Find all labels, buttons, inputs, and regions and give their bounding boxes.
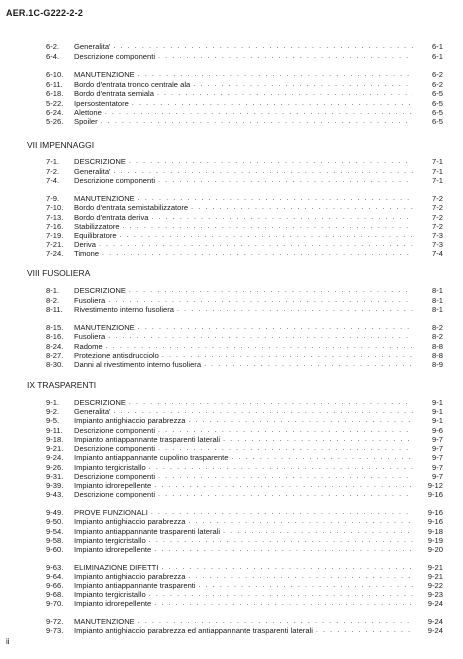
entry-body	[74, 527, 413, 536]
entry-number: 7-24.	[46, 249, 64, 258]
entry-page: 9-18	[427, 527, 443, 536]
entry-body	[74, 231, 413, 240]
entry-title: Impianto antiappannante cupolino trasparente	[74, 453, 229, 462]
entry-title: MANUTENZIONE	[74, 70, 135, 79]
entry-number: 9-50.	[46, 517, 64, 526]
entry-body	[74, 240, 413, 249]
entry-page: 9-1	[432, 416, 443, 425]
entry-body	[74, 463, 413, 472]
entry-title: Deriva	[74, 240, 96, 249]
entry-number: 9-24.	[46, 453, 64, 462]
entry-body	[74, 590, 413, 599]
entry-body	[74, 167, 413, 176]
entry-body	[74, 80, 413, 89]
dot-leader	[102, 249, 413, 258]
entry-body	[74, 203, 413, 212]
dot-leader	[223, 435, 413, 444]
entry-title: Generalita'	[74, 167, 111, 176]
toc-entry	[0, 231, 463, 240]
entry-body	[74, 176, 413, 185]
entry-body	[74, 89, 413, 98]
entry-page: 7-4	[432, 249, 443, 258]
entry-page: 8-1	[432, 305, 443, 314]
dot-leader	[316, 626, 413, 635]
dot-leader	[191, 203, 413, 212]
dot-leader	[232, 453, 413, 462]
entry-title: Bordo d'entrata tronco centrale ala	[74, 80, 191, 89]
entry-body	[74, 99, 413, 108]
entry-page: 7-3	[432, 231, 443, 240]
chapter-heading: VII IMPENNAGGI	[27, 140, 95, 150]
entry-page: 7-3	[432, 240, 443, 249]
entry-title: Descrizione componenti	[74, 472, 156, 481]
entry-page: 8-8	[432, 351, 443, 360]
entry-page: 8-9	[432, 360, 443, 369]
entry-body	[74, 323, 413, 332]
dot-leader	[129, 398, 413, 407]
entry-page: 9-21	[427, 563, 443, 572]
entry-page: 8-2	[432, 323, 443, 332]
toc-entry	[0, 453, 463, 462]
entry-body	[74, 108, 413, 117]
entry-title: Impianto antighiaccio parabrezza	[74, 416, 186, 425]
entry-title: Impianto idrorepellente	[74, 545, 152, 554]
entry-page: 9-23	[427, 590, 443, 599]
entry-page: 8-1	[432, 286, 443, 295]
toc-entry	[0, 463, 463, 472]
dot-leader	[149, 536, 413, 545]
toc-entry	[0, 617, 463, 626]
entry-page: 9-24	[427, 599, 443, 608]
entry-number: 9-1.	[46, 398, 60, 407]
entry-body	[74, 481, 413, 490]
toc-entry	[0, 398, 463, 407]
toc-entry	[0, 444, 463, 453]
entry-number: 9-60.	[46, 545, 64, 554]
dot-leader	[123, 222, 413, 231]
entry-page: 9-7	[432, 435, 443, 444]
entry-page: 9-22	[427, 581, 443, 590]
entry-number: 7-4.	[46, 176, 60, 185]
entry-title: DESCRIZIONE	[74, 398, 126, 407]
toc-entry	[0, 342, 463, 351]
toc-entry	[0, 626, 463, 635]
toc-entry	[0, 416, 463, 425]
entry-number: 7-21.	[46, 240, 64, 249]
entry-title: Impianto tergicristallo	[74, 463, 146, 472]
entry-number: 7-19.	[46, 231, 64, 240]
entry-page: 7-2	[432, 194, 443, 203]
entry-body	[74, 213, 413, 222]
entry-title: Impianto idrorepellente	[74, 599, 152, 608]
dot-leader	[223, 527, 413, 536]
entry-title: Timone	[74, 249, 100, 258]
entry-title: DESCRIZIONE	[74, 286, 126, 295]
entry-body	[74, 52, 413, 61]
dot-leader	[158, 444, 413, 453]
dot-leader	[158, 426, 413, 435]
toc-entry	[0, 222, 463, 231]
entry-number: 8-11.	[46, 305, 63, 314]
entry-number: 9-72.	[46, 617, 64, 626]
entry-body	[74, 194, 413, 203]
entry-page: 9-1	[432, 398, 443, 407]
entry-number: 8-16.	[46, 332, 64, 341]
toc-entry	[0, 323, 463, 332]
dot-leader	[129, 286, 413, 295]
entry-number: 8-1.	[46, 286, 60, 295]
toc-entry	[0, 563, 463, 572]
dot-leader	[108, 332, 413, 341]
toc-entry	[0, 52, 463, 61]
dot-leader	[99, 240, 413, 249]
chapter-heading: IX TRASPARENTI	[27, 380, 97, 390]
entry-number: 9-68.	[46, 590, 64, 599]
entry-body	[74, 117, 413, 126]
toc-entry	[0, 545, 463, 554]
entry-number: 9-18.	[46, 435, 64, 444]
entry-number: 7-9.	[46, 194, 60, 203]
dot-leader	[108, 296, 413, 305]
toc-entry	[0, 490, 463, 499]
entry-number: 9-73.	[46, 626, 64, 635]
entry-title: Generalita'	[74, 407, 111, 416]
entry-number: 8-15.	[46, 323, 64, 332]
dot-leader	[199, 581, 413, 590]
entry-body	[74, 581, 413, 590]
entry-title: Bordo d'entrata semistabilizzatore	[74, 203, 189, 212]
document-code: AER.1C-G222-2-2	[6, 8, 84, 18]
entry-number: 7-16.	[46, 222, 64, 231]
toc-entry	[0, 213, 463, 222]
dot-leader	[149, 590, 413, 599]
toc-entry	[0, 407, 463, 416]
entry-title: Descrizione componenti	[74, 490, 156, 499]
entry-page: 6-1	[432, 52, 443, 61]
toc-entry	[0, 157, 463, 166]
toc-entry	[0, 426, 463, 435]
dot-leader	[154, 599, 413, 608]
entry-page: 9-7	[432, 453, 443, 462]
entry-page: 6-2	[432, 70, 443, 79]
entry-number: 7-10.	[46, 203, 64, 212]
entry-page: 7-1	[432, 167, 443, 176]
entry-number: 8-24.	[46, 342, 64, 351]
entry-number: 9-64.	[46, 572, 64, 581]
entry-title: PROVE FUNZIONALI	[74, 508, 148, 517]
dot-leader	[158, 472, 413, 481]
entry-title: Protezione antisdrucciolo	[74, 351, 159, 360]
dot-leader	[129, 157, 413, 166]
entry-number: 9-11.	[46, 426, 63, 435]
entry-page: 7-2	[432, 222, 443, 231]
entry-number: 8-2.	[46, 296, 60, 305]
entry-title: Impianto tergicristallo	[74, 536, 146, 545]
toc-entry	[0, 305, 463, 314]
entry-number: 5-22.	[46, 99, 64, 108]
entry-number: 9-63.	[46, 563, 64, 572]
entry-number: 9-21.	[46, 444, 64, 453]
toc-entry	[0, 435, 463, 444]
dot-leader	[162, 351, 413, 360]
entry-body	[74, 296, 413, 305]
dot-leader	[138, 70, 413, 79]
entry-page: 9-19	[427, 536, 443, 545]
toc-entry	[0, 89, 463, 98]
toc-entry	[0, 536, 463, 545]
dot-leader	[154, 545, 413, 554]
entry-number: 6-2.	[46, 42, 60, 51]
toc-entry	[0, 581, 463, 590]
dot-leader	[114, 167, 414, 176]
entry-body	[74, 599, 413, 608]
entry-title: Bordo d'entrata deriva	[74, 213, 149, 222]
entry-number: 8-27.	[46, 351, 64, 360]
entry-page: 6-5	[432, 89, 443, 98]
entry-title: ELIMINAZIONE DIFETTI	[74, 563, 159, 572]
entry-body	[74, 563, 413, 572]
entry-number: 9-2.	[46, 407, 60, 416]
entry-title: Impianto antighiaccio parabrezza ed antiappannante trasparenti laterali	[74, 626, 313, 635]
toc-entry	[0, 117, 463, 126]
dot-leader	[151, 508, 413, 517]
entry-body	[74, 617, 413, 626]
entry-title: Bordo d'entrata semiala	[74, 89, 154, 98]
entry-page: 9-16	[427, 508, 443, 517]
dot-leader	[157, 89, 413, 98]
entry-page: 6-1	[432, 42, 443, 51]
toc-entry	[0, 240, 463, 249]
entry-title: Equilibratore	[74, 231, 117, 240]
entry-number: 9-26.	[46, 463, 64, 472]
entry-body	[74, 332, 413, 341]
chapter-heading: VIII FUSOLIERA	[27, 268, 91, 278]
dot-leader	[158, 490, 413, 499]
entry-body	[74, 517, 413, 526]
toc-entry	[0, 481, 463, 490]
entry-body	[74, 572, 413, 581]
entry-title: Impianto antighiaccio parabrezza	[74, 517, 186, 526]
entry-body	[74, 444, 413, 453]
entry-body	[74, 453, 413, 462]
dot-leader	[114, 42, 414, 51]
entry-body	[74, 360, 413, 369]
entry-title: Radome	[74, 342, 103, 351]
entry-page: 9-16	[427, 517, 443, 526]
entry-page: 9-24	[427, 626, 443, 635]
entry-title: Ipersostentatore	[74, 99, 129, 108]
entry-title: Fusoliera	[74, 296, 106, 305]
entry-number: 9-31.	[46, 472, 64, 481]
entry-page: 9-7	[432, 444, 443, 453]
dot-leader	[193, 80, 413, 89]
toc-entry	[0, 176, 463, 185]
entry-page: 9-12	[427, 481, 443, 490]
entry-title: Impianto antiappannante trasparenti laterali	[74, 435, 221, 444]
entry-body	[74, 490, 413, 499]
toc-entry	[0, 99, 463, 108]
entry-page: 8-8	[432, 342, 443, 351]
entry-number: 9-54.	[46, 527, 64, 536]
entry-body	[74, 626, 413, 635]
entry-page: 6-5	[432, 108, 443, 117]
entry-number: 6-11.	[46, 80, 63, 89]
entry-number: 7-2.	[46, 167, 60, 176]
entry-page: 7-2	[432, 213, 443, 222]
entry-page: 6-5	[432, 99, 443, 108]
dot-leader	[177, 305, 413, 314]
entry-number: 6-24.	[46, 108, 64, 117]
toc-entry	[0, 167, 463, 176]
entry-page: 7-2	[432, 203, 443, 212]
entry-body	[74, 70, 413, 79]
toc-entry	[0, 42, 463, 51]
dot-leader	[154, 481, 413, 490]
page-number: ii	[6, 637, 10, 646]
entry-title: Impianto idrorepellente	[74, 481, 152, 490]
entry-title: Descrizione componenti	[74, 176, 156, 185]
entry-page: 8-1	[432, 296, 443, 305]
dot-leader	[204, 360, 413, 369]
entry-page: 9-24	[427, 617, 443, 626]
entry-body	[74, 472, 413, 481]
entry-body	[74, 157, 413, 166]
toc-entry	[0, 286, 463, 295]
entry-page: 9-20	[427, 545, 443, 554]
toc-entry	[0, 296, 463, 305]
entry-title: Rivestimento interno fusoliera	[74, 305, 175, 314]
entry-page: 9-1	[432, 407, 443, 416]
entry-page: 9-16	[427, 490, 443, 499]
entry-number: 6-10.	[46, 70, 64, 79]
toc-entry	[0, 194, 463, 203]
entry-page: 9-7	[432, 463, 443, 472]
toc-entry	[0, 472, 463, 481]
entry-number: 9-43.	[46, 490, 64, 499]
entry-page: 9-6	[432, 426, 443, 435]
entry-title: Impianto tergicristallo	[74, 590, 146, 599]
entry-title: Fusoliera	[74, 332, 106, 341]
dot-leader	[161, 563, 413, 572]
entry-number: 9-66.	[46, 581, 64, 590]
entry-title: Spoiler	[74, 117, 98, 126]
entry-title: DESCRIZIONE	[74, 157, 126, 166]
entry-page: 8-2	[432, 332, 443, 341]
entry-page: 9-7	[432, 472, 443, 481]
dot-leader	[138, 617, 413, 626]
entry-number: 8-30.	[46, 360, 64, 369]
toc-entry	[0, 332, 463, 341]
entry-title: Generalita'	[74, 42, 111, 51]
entry-body	[74, 305, 413, 314]
entry-number: 7-1.	[46, 157, 60, 166]
entry-body	[74, 435, 413, 444]
entry-title: Stabilizzatore	[74, 222, 120, 231]
toc-entry	[0, 572, 463, 581]
entry-page: 6-5	[432, 117, 443, 126]
entry-title: Alettone	[74, 108, 102, 117]
entry-title: Descrizione componenti	[74, 52, 156, 61]
entry-title: Descrizione componenti	[74, 426, 156, 435]
entry-number: 9-5.	[46, 416, 60, 425]
entry-body	[74, 508, 413, 517]
dot-leader	[101, 117, 413, 126]
entry-page: 7-1	[432, 176, 443, 185]
toc-entry	[0, 351, 463, 360]
entry-title: MANUTENZIONE	[74, 194, 135, 203]
entry-body	[74, 342, 413, 351]
toc-entry	[0, 203, 463, 212]
entry-title: MANUTENZIONE	[74, 323, 135, 332]
dot-leader	[158, 52, 413, 61]
toc-entry	[0, 70, 463, 79]
dot-leader	[105, 108, 413, 117]
toc-entry	[0, 517, 463, 526]
toc-entry	[0, 80, 463, 89]
dot-leader	[158, 176, 413, 185]
entry-body	[74, 426, 413, 435]
entry-page: 6-2	[432, 80, 443, 89]
entry-body	[74, 42, 413, 51]
entry-number: 6-4.	[46, 52, 60, 61]
dot-leader	[138, 323, 413, 332]
entry-body	[74, 416, 413, 425]
dot-leader	[149, 463, 413, 472]
entry-body	[74, 398, 413, 407]
entry-body	[74, 249, 413, 258]
toc-entry	[0, 360, 463, 369]
dot-leader	[132, 99, 413, 108]
entry-body	[74, 536, 413, 545]
entry-body	[74, 545, 413, 554]
dot-leader	[188, 517, 413, 526]
entry-body	[74, 222, 413, 231]
entry-title: Impianto antiappannante trasparenti laterali	[74, 527, 221, 536]
toc-entry	[0, 508, 463, 517]
entry-title: Danni al rivestimento interno fusoliera	[74, 360, 202, 369]
entry-number: 9-58.	[46, 536, 64, 545]
toc-entry	[0, 108, 463, 117]
dot-leader	[151, 213, 413, 222]
dot-leader	[188, 572, 413, 581]
entry-number: 7-13.	[46, 213, 64, 222]
dot-leader	[188, 416, 413, 425]
entry-title: Descrizione componenti	[74, 444, 156, 453]
entry-page: 9-21	[427, 572, 443, 581]
entry-number: 5-26.	[46, 117, 64, 126]
toc-entry	[0, 599, 463, 608]
toc-entry	[0, 590, 463, 599]
entry-title: Impianto antighiaccio parabrezza	[74, 572, 186, 581]
entry-body	[74, 286, 413, 295]
entry-title: Impianto antiappannante trasparenti	[74, 581, 196, 590]
entry-number: 6-18.	[46, 89, 64, 98]
dot-leader	[106, 342, 413, 351]
entry-number: 9-70.	[46, 599, 64, 608]
entry-number: 9-49.	[46, 508, 64, 517]
toc-entry	[0, 527, 463, 536]
entry-page: 7-1	[432, 157, 443, 166]
toc-entry	[0, 249, 463, 258]
entry-title: MANUTENZIONE	[74, 617, 135, 626]
entry-body	[74, 351, 413, 360]
entry-body	[74, 407, 413, 416]
dot-leader	[120, 231, 413, 240]
entry-number: 9-39.	[46, 481, 64, 490]
dot-leader	[138, 194, 413, 203]
dot-leader	[114, 407, 414, 416]
